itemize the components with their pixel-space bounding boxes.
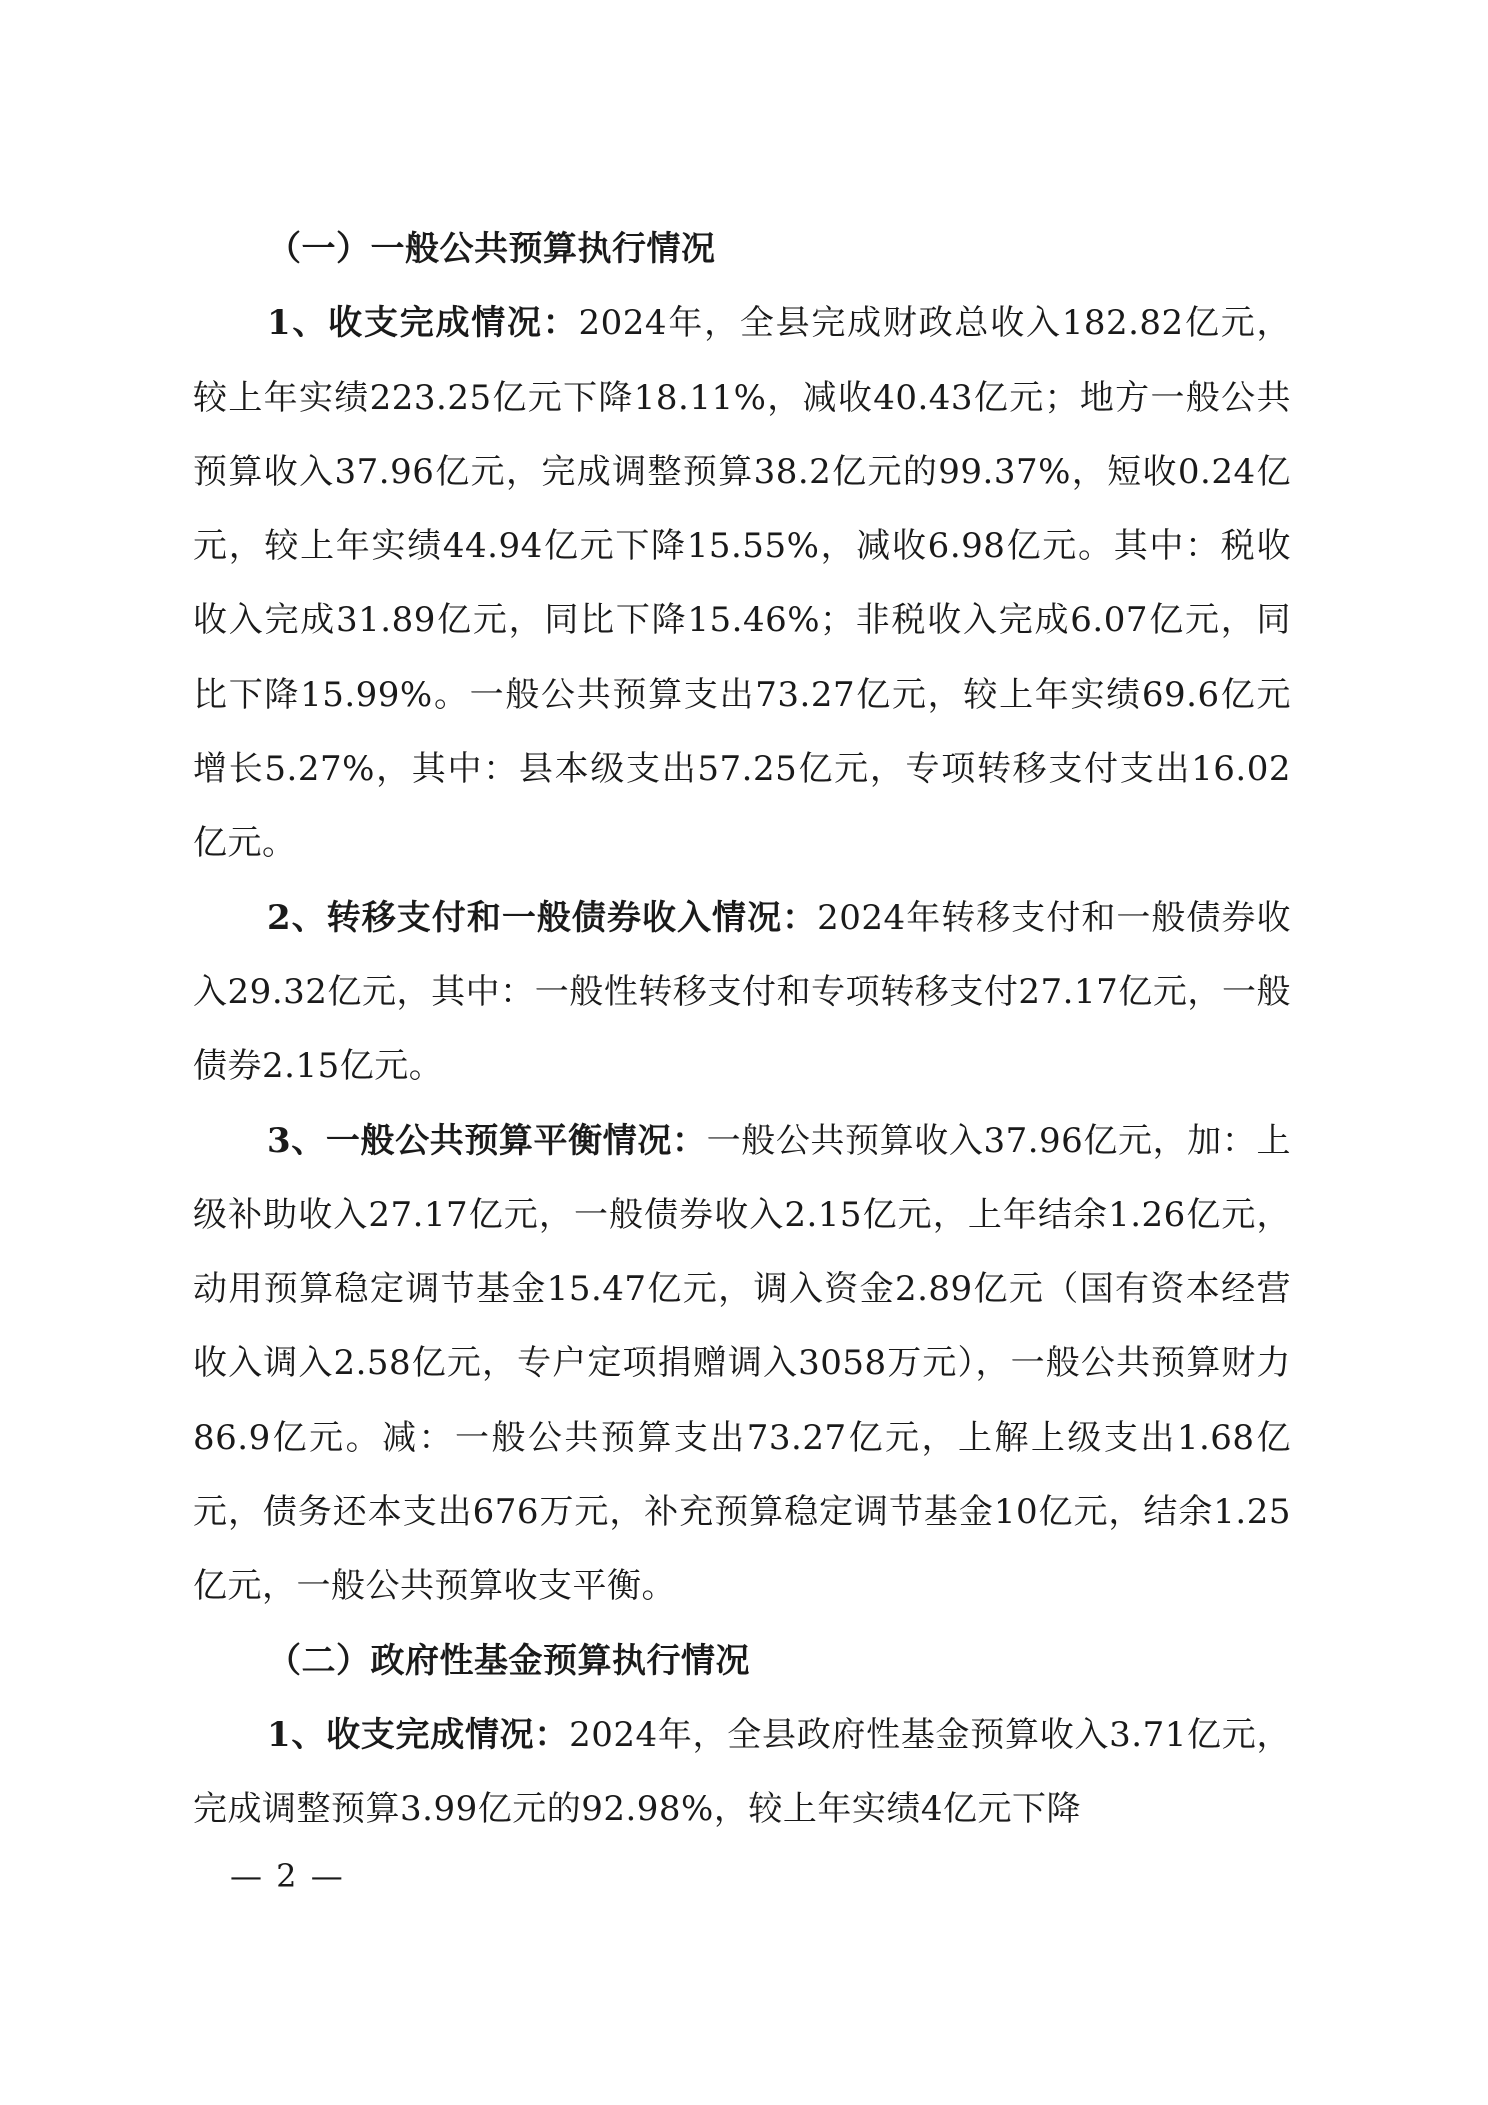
paragraph-transfer-payments xyxy=(193,881,1291,1104)
paragraph-text: 2024年，全县完成财政总收入182.82亿元，较上年实绩223.25亿元下降18.11%，减收40.43亿元；地方一般公共预算收入37.96亿元，完成调整预算38.2亿元的99.37%，短收0.24亿元，较上年实绩44.94亿元下降15.55%，减收6.98亿元。其中：税收收入完成31.89亿元，同比下降15.46%；非税收入完成6.07亿元，同比下降15.99%。一般公共预算支出73.27亿元，较上年实绩69.6亿元增长5.27%，其中：县本级支出57.25亿元，专项转移支付支出16.02亿元。 xyxy=(193,303,1291,864)
paragraph-text: 2024年转移支付和一般债券收入29.32亿元，其中：一般性转移支付和专项转移支付27.17亿元，一般债券2.15亿元。 xyxy=(193,897,1291,1087)
section-heading-general-budget: （一）一般公共预算执行情况 xyxy=(267,229,716,269)
paragraph-lead: 1、收支完成情况： xyxy=(267,303,579,344)
paragraph-text: 2024年，全县政府性基金预算收入3.71亿元，完成调整预算3.99亿元的92.98%，较上年实绩4亿元下降 xyxy=(193,1714,1291,1830)
paragraph-text: 一般公共预算收入37.96亿元，加：上级补助收入27.17亿元，一般债券收入2.15亿元，上年结余1.26亿元，动用预算稳定调节基金15.47亿元，调入资金2.89亿元（国有资本经营收入调入2.58亿元，专户定项捐赠调入3058万元），一般公共预算财力86.9亿元。减：一般公共预算支出73.27亿元，上解上级支出1.68亿元，债务还本支出676万元，补充预算稳定调节基金10亿元，结余1.25亿元，一般公共预算收支平衡。 xyxy=(193,1120,1291,1607)
section-heading-government-fund: （二）政府性基金预算执行情况 xyxy=(267,1640,750,1681)
paragraph-lead: 2、转移支付和一般债券收入情况： xyxy=(267,897,818,938)
paragraph-revenue-expenditure xyxy=(193,286,1291,880)
paragraph-budget-balance xyxy=(193,1104,1291,1624)
paragraph-fund-revenue xyxy=(193,1698,1291,1847)
paragraph-lead: 1、收支完成情况： xyxy=(267,1714,570,1755)
page-number: — 2 — xyxy=(230,1857,345,1895)
paragraph-lead: 3、一般公共预算平衡情况： xyxy=(267,1120,707,1161)
document-body xyxy=(193,212,1291,1847)
